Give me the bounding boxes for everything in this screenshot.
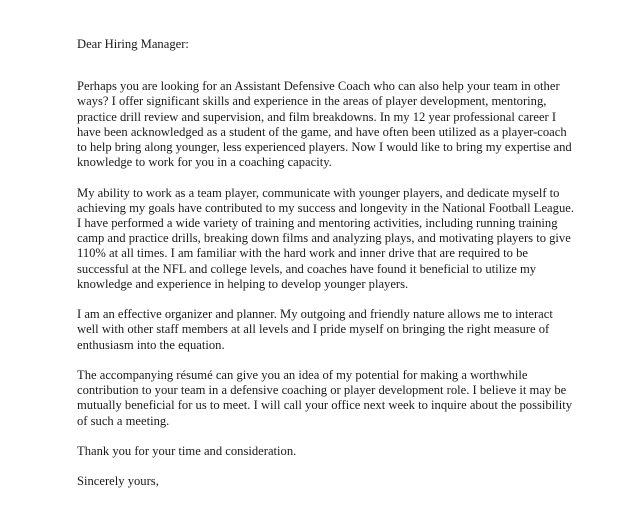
- paragraph-experience: My ability to work as a team player, communicate with younger players, and dedicate myself to achieving my goals have contributed to my success and longevity in the National Football League. I have performed a wide variety of training and mentoring activities, including running training camp and practice drills, breaking down films and analyzing plays, and motivating players to give 110% at all times. I am familiar with the hard work and inner drive that are required to be successful at the NFL and college levels, and coaches have found it beneficial to utilize my knowledge and experience in helping to develop younger players.: [77, 185, 574, 291]
- cover-letter: [77, 37, 577, 505]
- salutation: Dear Hiring Manager:: [77, 37, 189, 51]
- paragraph-thanks: Thank you for your time and consideration.: [77, 444, 297, 459]
- paragraph-intro: Perhaps you are looking for an Assistant Defensive Coach who can also help your team in other ways? I offer significant skills and experience in the areas of player development, mentoring, practice drill review and supervision, and film breakdowns. In my 12 year professional career I have been acknowledged as a student of the game, and have often been utilized as a player-coach to help bring along younger, less experienced players. Now I would like to bring my expertise and knowledge to work for you in a coaching capacity.: [77, 79, 572, 170]
- closing: Sincerely yours,: [77, 474, 159, 489]
- paragraph-organizer: I am an effective organizer and planner. My outgoing and friendly nature allows me to interact well with other staff members at all levels and I pride myself on bringing the right measure of enthusiasm into the equation.: [77, 307, 553, 352]
- paragraph-resume: The accompanying résumé can give you an idea of my potential for making a worthwhile contribution to your team in a defensive coaching or player development role. I believe it may be mutually beneficial for us to meet. I will call your office next week to inquire about the possibility of such a meeting.: [77, 368, 572, 428]
